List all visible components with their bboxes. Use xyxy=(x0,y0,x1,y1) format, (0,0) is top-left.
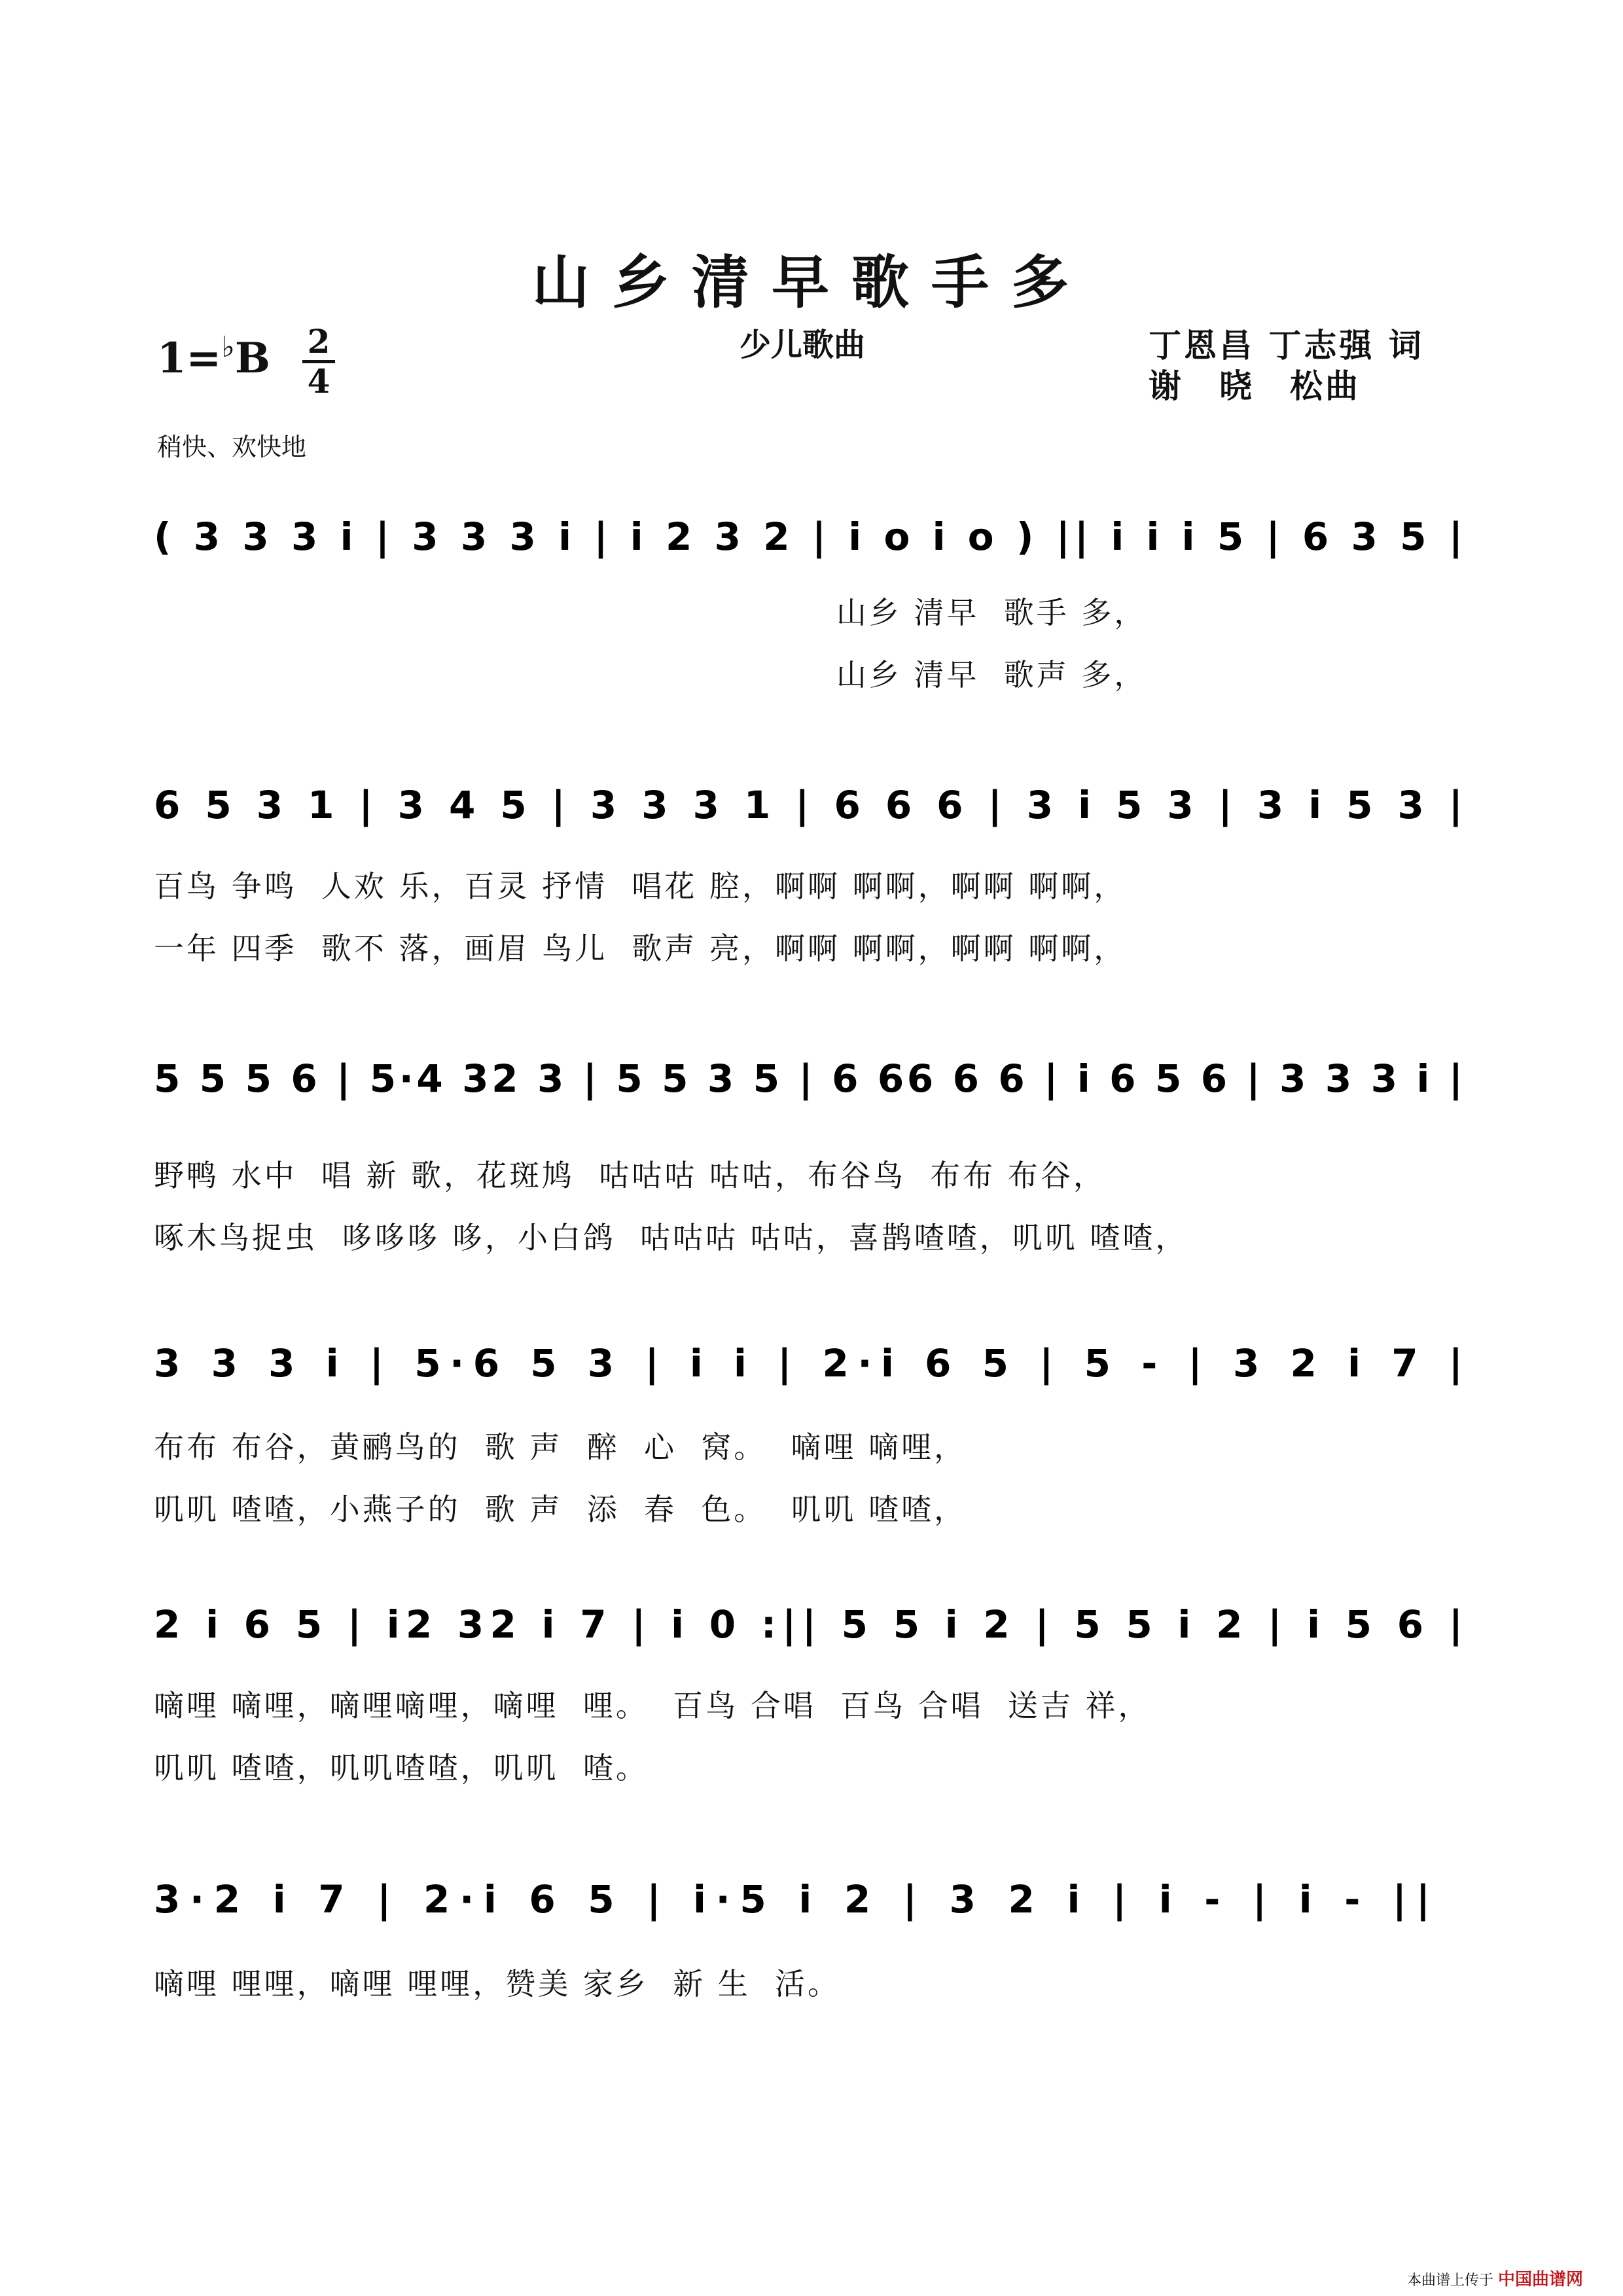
svg-text:3 3 3 i | 5·6 5 3 | i i | 2: 3 3 3 i | 5·6 5 3 | i i | 2·i 6 5 | 5 - | 3 2 i 7 | xyxy=(154,1341,1463,1386)
lyrics-row-1-verse-1: 山乡 清早 歌手 多， xyxy=(154,595,1147,630)
time-signature: 2 4 xyxy=(302,325,335,399)
lyricist-credit: 丁恩昌 丁志强 词 xyxy=(1149,327,1424,365)
footer-credit: 本曲谱上传于 中国曲谱网 xyxy=(1407,2270,1584,2289)
tempo-marking: 稍快、欢快地 xyxy=(157,433,307,461)
notation-glyphs xyxy=(154,504,1482,589)
svg-text:2 i 6 5 | i2 32 i 7 | i 0 :: 2 i 6 5 | i2 32 i 7 | i 0 :|| 5 5 i 2 | 5 5 i 2 | i 5 6 | xyxy=(154,1602,1463,1647)
lyrics-row-4-verse-2: 叽叽 喳喳，小燕子的 歌 声 添 春 色。 叽叽 喳喳， xyxy=(154,1492,967,1527)
site-logo: 中国曲谱网 xyxy=(1498,2270,1584,2289)
notation-glyphs xyxy=(154,1592,1482,1677)
notation-glyphs xyxy=(154,1331,1482,1416)
notation-row-2 xyxy=(154,772,1482,857)
genre-subtitle: 少儿歌曲 xyxy=(740,327,866,363)
lyrics-row-2-verse-1: 百鸟 争鸣 人欢 乐，百灵 抒情 唱花 腔，啊啊 啊啊，啊啊 啊啊， xyxy=(154,869,1127,904)
composer-credit: 谢 晓 松曲 xyxy=(1149,367,1361,405)
lyrics-row-1-verse-2: 山乡 清早 歌声 多， xyxy=(154,657,1147,692)
notation-row-1 xyxy=(154,504,1482,589)
notation-glyphs xyxy=(154,1046,1482,1131)
svg-text:3·2 i 7 | 2·i 6 5 | i·5 i 2: 3·2 i 7 | 2·i 6 5 | i·5 i 2 | 3 2 i | i - | i - || xyxy=(154,1877,1431,1922)
notation-glyphs xyxy=(154,1867,1482,1952)
notation-row-4 xyxy=(154,1331,1482,1416)
key-signature: 1=♭B xyxy=(157,331,271,383)
notation-glyphs xyxy=(154,772,1482,857)
svg-text:5 5 5 6 | 5·4 32 3 | 5 5 3 5: 5 5 5 6 | 5·4 32 3 | 5 5 3 5 | 6 66 6 6 | i 6 5 6 | 3 3 3 i | xyxy=(154,1056,1463,1101)
notation-row-3 xyxy=(154,1046,1482,1131)
lyrics-row-2-verse-2: 一年 四季 歌不 落，画眉 鸟儿 歌声 亮，啊啊 啊啊，啊啊 啊啊， xyxy=(154,931,1127,966)
notation-row-6 xyxy=(154,1867,1482,1952)
lyrics-row-6-verse-1: 嘀哩 哩哩，嘀哩 哩哩，赞美 家乡 新 生 活。 xyxy=(154,1966,840,2001)
page-title: 山乡清早歌手多 xyxy=(531,248,1091,316)
svg-text:6 5 3 1 | 3 4 5 | 3 3 3 1 |: 6 5 3 1 | 3 4 5 | 3 3 3 1 | 6 6 6 | 3 i 5 3 | 3 i 5 3 | xyxy=(154,783,1463,827)
lyrics-row-3-verse-1: 野鸭 水中 唱 新 歌，花斑鸠 咕咕咕 咕咕，布谷鸟 布布 布谷， xyxy=(154,1158,1106,1193)
notation-row-5 xyxy=(154,1592,1482,1677)
lyrics-row-5-verse-2: 叽叽 喳喳，叽叽喳喳，叽叽 喳。 xyxy=(154,1750,649,1785)
svg-text:( 3 3 3 i | 3 3 3 i | i 2 3: ( 3 3 3 i | 3 3 3 i | i 2 3 2 | i o i o ) || i i i 5 | 6 3 5 | xyxy=(154,514,1463,559)
lyrics-row-3-verse-2: 啄木鸟捉虫 哆哆哆 哆，小白鸽 咕咕咕 咕咕，喜鹊喳喳，叽叽 喳喳， xyxy=(154,1220,1188,1255)
lyrics-row-4-verse-1: 布布 布谷，黄鹂鸟的 歌 声 醉 心 窝。 嘀哩 嘀哩， xyxy=(154,1429,967,1465)
flat-sign: ♭ xyxy=(221,331,235,364)
lyrics-row-5-verse-1: 嘀哩 嘀哩，嘀哩嘀哩，嘀哩 哩。 百鸟 合唱 百鸟 合唱 送吉 祥， xyxy=(154,1688,1151,1723)
